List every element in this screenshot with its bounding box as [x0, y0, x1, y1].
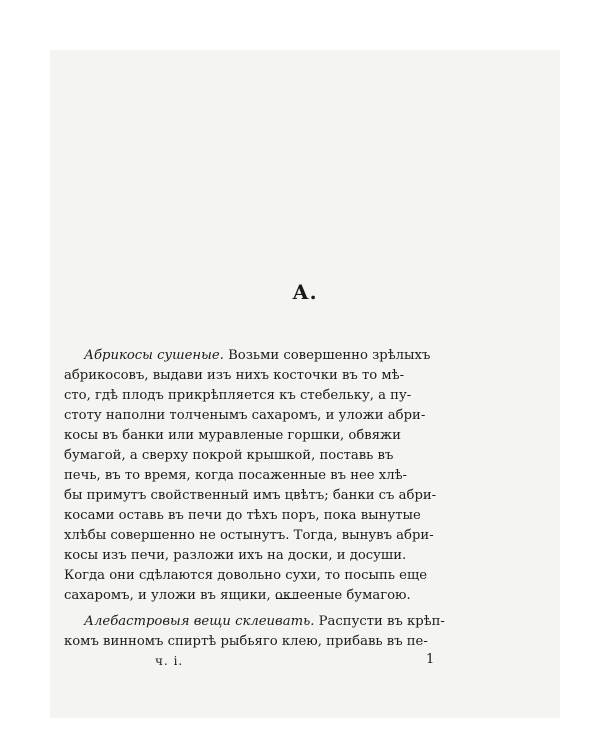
text-line: косы въ банки или муравленые горшки, обвяжи	[64, 428, 401, 443]
book-page	[50, 50, 560, 718]
signature-mark: ч. і.	[155, 654, 184, 668]
text-line: печь, въ то время, когда посаженные въ нее хлѣ-	[64, 468, 408, 483]
page-number: 1	[426, 652, 435, 667]
entry-text: Возьми совершенно зрѣлыхъ	[228, 348, 431, 363]
text-line: стоту наполни толченымъ сахаромъ, и уложи абри-	[64, 408, 426, 423]
section-letter-heading: А.	[292, 280, 318, 304]
entry-text: Распусти въ крѣп-	[318, 614, 445, 629]
text-line: косы изъ печи, разложи ихъ на доски, и досуши.	[64, 548, 407, 563]
separator-rule	[276, 598, 298, 599]
entry-first-line	[84, 348, 430, 364]
text-line: Когда они сдѣлаются довольно сухи, то посыпь еще	[64, 568, 428, 583]
entry-title: Абрикосы сушеные.	[84, 348, 224, 363]
entry-title: Алебастровыя вещи склеивать.	[84, 614, 315, 629]
text-line: бы примутъ свойственный имъ цвѣтъ; банки съ абри-	[64, 488, 437, 503]
text-line: комъ винномъ спиртѣ рыбьяго клею, прибавь въ пе-	[64, 634, 428, 649]
text-line: бумагой, а сверху покрой крышкой, поставь въ	[64, 448, 394, 463]
entry-first-line	[84, 614, 445, 630]
text-line: сахаромъ, и уложи въ ящики, оклееные бумагою.	[64, 588, 411, 603]
text-line: абрикосовъ, выдави изъ нихъ косточки въ то мѣ-	[64, 368, 405, 383]
text-line: косами оставь въ печи до тѣхъ поръ, пока вынутые	[64, 508, 421, 523]
text-line: сто, гдѣ плодъ прикрѣпляется къ стебельку, а пу-	[64, 388, 412, 403]
text-line: хлѣбы совершенно не остынутъ. Тогда, вынувъ абри-	[64, 528, 434, 543]
